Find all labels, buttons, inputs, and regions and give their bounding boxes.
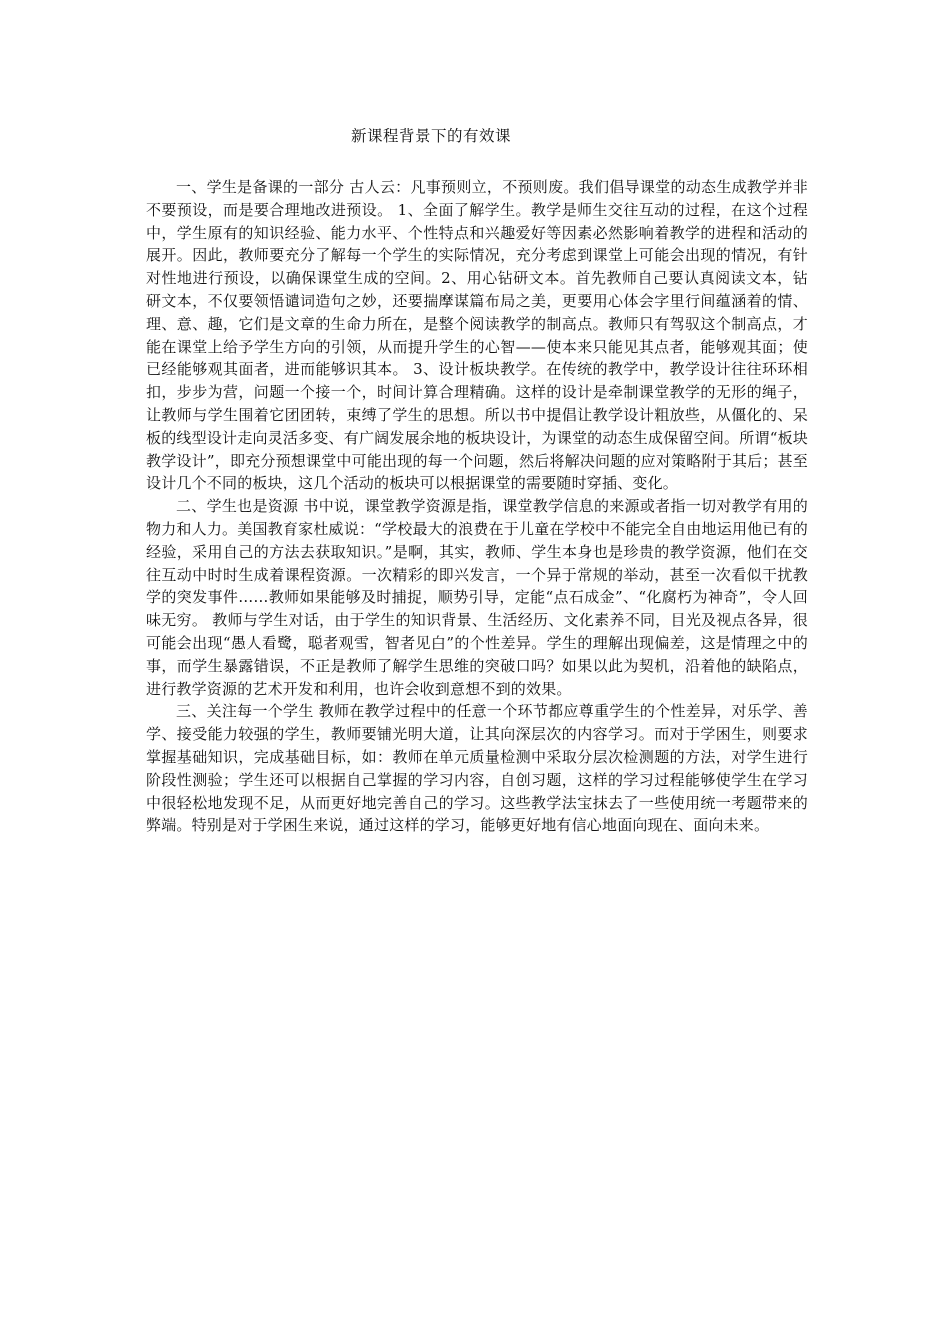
paragraph-3: 三、关注每一个学生 教师在教学过程中的任意一个环节都应尊重学生的个性差异，对乐学、善学、接受能力较强的学生，教师要铺光明大道，让其向深层次的内容学习。而对于学困生，则要求掌握基础知识，完成基础目标，如：教师在单元质量检测中采取分层次检测题的方法，对学生进行阶段性测验；学生还可以根据自己掌握的学习内容，自创习题，这样的学习过程能够使学生在学习中很轻松地发现不足，从而更好地完善自己的学习。这些教学法宝抹去了一些使用统一考题带来的弊端。特别是对于学困生来说，通过这样的学习，能够更好地有信心地面向现在、面向未来。 (146, 702, 808, 835)
document-body (146, 176, 808, 837)
paragraph-2: 二、学生也是资源 书中说，课堂教学资源是指，课堂教学信息的来源或者指一切对教学有用的物力和人力。美国教育家杜威说：“学校最大的浪费在于儿童在学校中不能完全自由地运用他已有的经验，采用自己的方法去获取知识。”是啊，其实，教师、学生本身也是珍贵的教学资源，他们在交往互动中时时生成着课程资源。一次精彩的即兴发言，一个异于常规的举动，甚至一次看似干扰教学的突发事件……教师如果能够及时捕捉，顺势引导，定能“点石成金”、“化腐朽为神奇”，令人回味无穷。 教师与学生对话，由于学生的知识背景、生活经历、文化素养不同，目光及视点各异，很可能会出现“愚人看鹭，聪者观雪，智者见白”的个性差异。学生的理解出现偏差，这是情理之中的事，而学生暴露错误，不正是教师了解学生思维的突破口吗？如果以此为契机，沿着他的缺陷点，进行教学资源的艺术开发和利用，也许会收到意想不到的效果。 (146, 497, 808, 698)
document-title: 新课程背景下的有效课 (350, 127, 511, 145)
paragraph-1: 一、学生是备课的一部分 古人云：凡事预则立，不预则废。我们倡导课堂的动态生成教学并非不要预设，而是要合理地改进预设。 1、全面了解学生。教学是师生交往互动的过程，在这个过程中，学生原有的知识经验、能力水平、个性特点和兴趣爱好等因素必然影响着教学的进程和活动的展开。因此，教师要充分了解每一个学生的实际情况，充分考虑到课堂上可能会出现的情况，有针对性地进行预设，以确保课堂生成的空间。2、用心钻研文本。首先教师自己要认真阅读文本，钻研文本，不仅要领悟谴词造句之妙，还要揣摩谋篇布局之美，更要用心体会字里行间蕴涵着的情、理、意、趣，它们是文章的生命力所在，是整个阅读教学的制高点。教师只有驾驭这个制高点，才能在课堂上给予学生方向的引领，从而提升学生的心智——使本来只能见其点者，能够观其面；使已经能够观其面者，进而能够识其本。 3、设计板块教学。在传统的教学中，教学设计往往环环相扣，步步为营，问题一个接一个，时间计算合理精确。这样的设计是牵制课堂教学的无形的绳子，让教师与学生围着它团团转，束缚了学生的思想。所以书中提倡让教学设计粗放些，从僵化的、呆板的线型设计走向灵活多变、有广阔发展余地的板块设计，为课堂的动态生成保留空间。所谓“板块教学设计”，即充分预想课堂中可能出现的每一个问题，然后将解决问题的应对策略附于其后；甚至设计几个不同的板块，这几个活动的板块可以根据课堂的需要随时穿插、变化。 (146, 178, 808, 493)
